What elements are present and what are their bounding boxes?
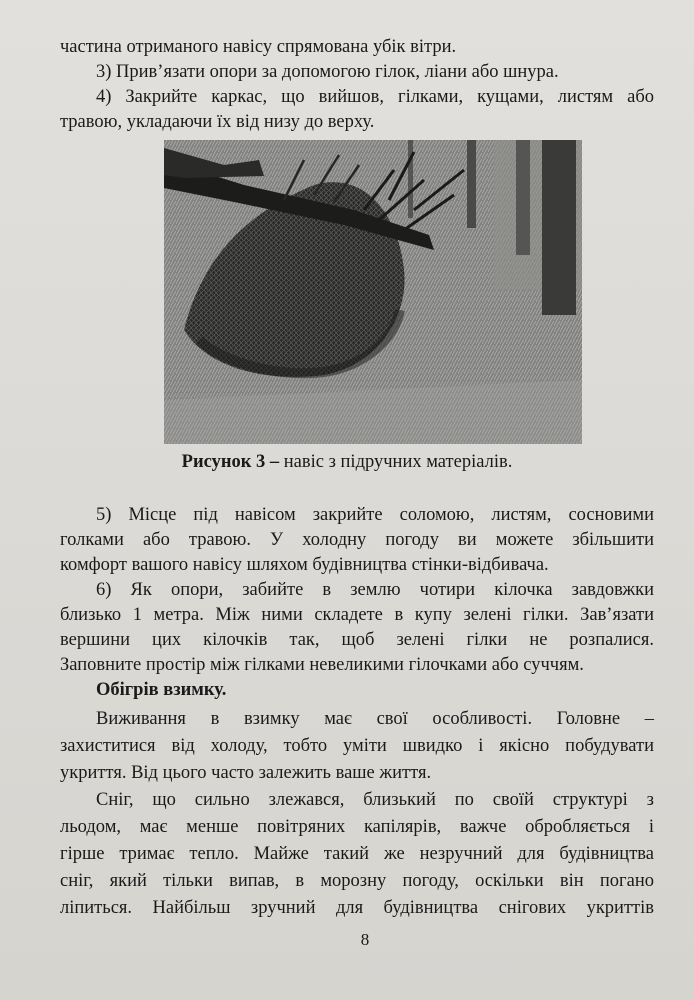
text-line: ліпиться. Найбільш зручний для будівництва снігових укриттів bbox=[60, 898, 654, 918]
shelter-photo bbox=[164, 140, 582, 444]
text-line: сніг, який тільки випав, в морозну погоду, оскільки він погано bbox=[60, 871, 654, 891]
text-line: 3) Прив’язати опори за допомогою гілок, ліани або шнура. bbox=[96, 62, 559, 82]
text-line: укриття. Від цього часто залежить ваше життя. bbox=[60, 763, 432, 783]
text-line: 4) Закрийте каркас, що вийшов, гілками, кущами, листям або bbox=[96, 87, 654, 107]
page-number: 8 bbox=[360, 930, 370, 949]
text-line: 5) Місце під навісом закрийте соломою, листям, сосновими bbox=[96, 505, 654, 525]
text-line: травою, укладаючи їх від низу до верху. bbox=[60, 112, 375, 132]
text-line: Сніг, що сильно злежався, близький по своїй структурі з bbox=[96, 790, 654, 810]
text-line: 6) Як опори, забийте в землю чотири кілочка завдовжки bbox=[96, 580, 654, 600]
text-line: комфорт вашого навісу шляхом будівництва стінки-відбивача. bbox=[60, 555, 549, 575]
section-heading: Обігрів взимку. bbox=[96, 680, 227, 700]
text-line: льодом, має менше повітряних капілярів, важче обробляється і bbox=[60, 817, 654, 837]
text-line: Виживання в взимку має свої особливості. Головне – bbox=[96, 709, 654, 729]
text-line: голками або травою. У холодну погоду ви можете збільшити bbox=[60, 530, 654, 550]
figure-caption bbox=[0, 450, 694, 474]
text-line: захиститися від холоду, тобто уміти швидко і якісно побудувати bbox=[60, 736, 654, 756]
text-line: близько 1 метра. Між ними складете в купу зелені гілки. Зав’язати bbox=[60, 605, 654, 625]
caption-label: Рисунок 3 – bbox=[181, 452, 280, 472]
text-line: гірше тримає тепло. Майже такий же незручний для будівництва bbox=[60, 844, 654, 864]
shelter-photo-graphic bbox=[164, 140, 582, 444]
caption-text: навіс з підручних матеріалів. bbox=[279, 452, 513, 472]
text-line: Заповните простір між гілками невеликими гілочками або суччям. bbox=[60, 655, 584, 675]
text-line: вершини цих кілочків так, щоб зелені гілки не розпалися. bbox=[60, 630, 654, 650]
text-line: частина отриманого навісу спрямована убік вітри. bbox=[60, 37, 457, 57]
